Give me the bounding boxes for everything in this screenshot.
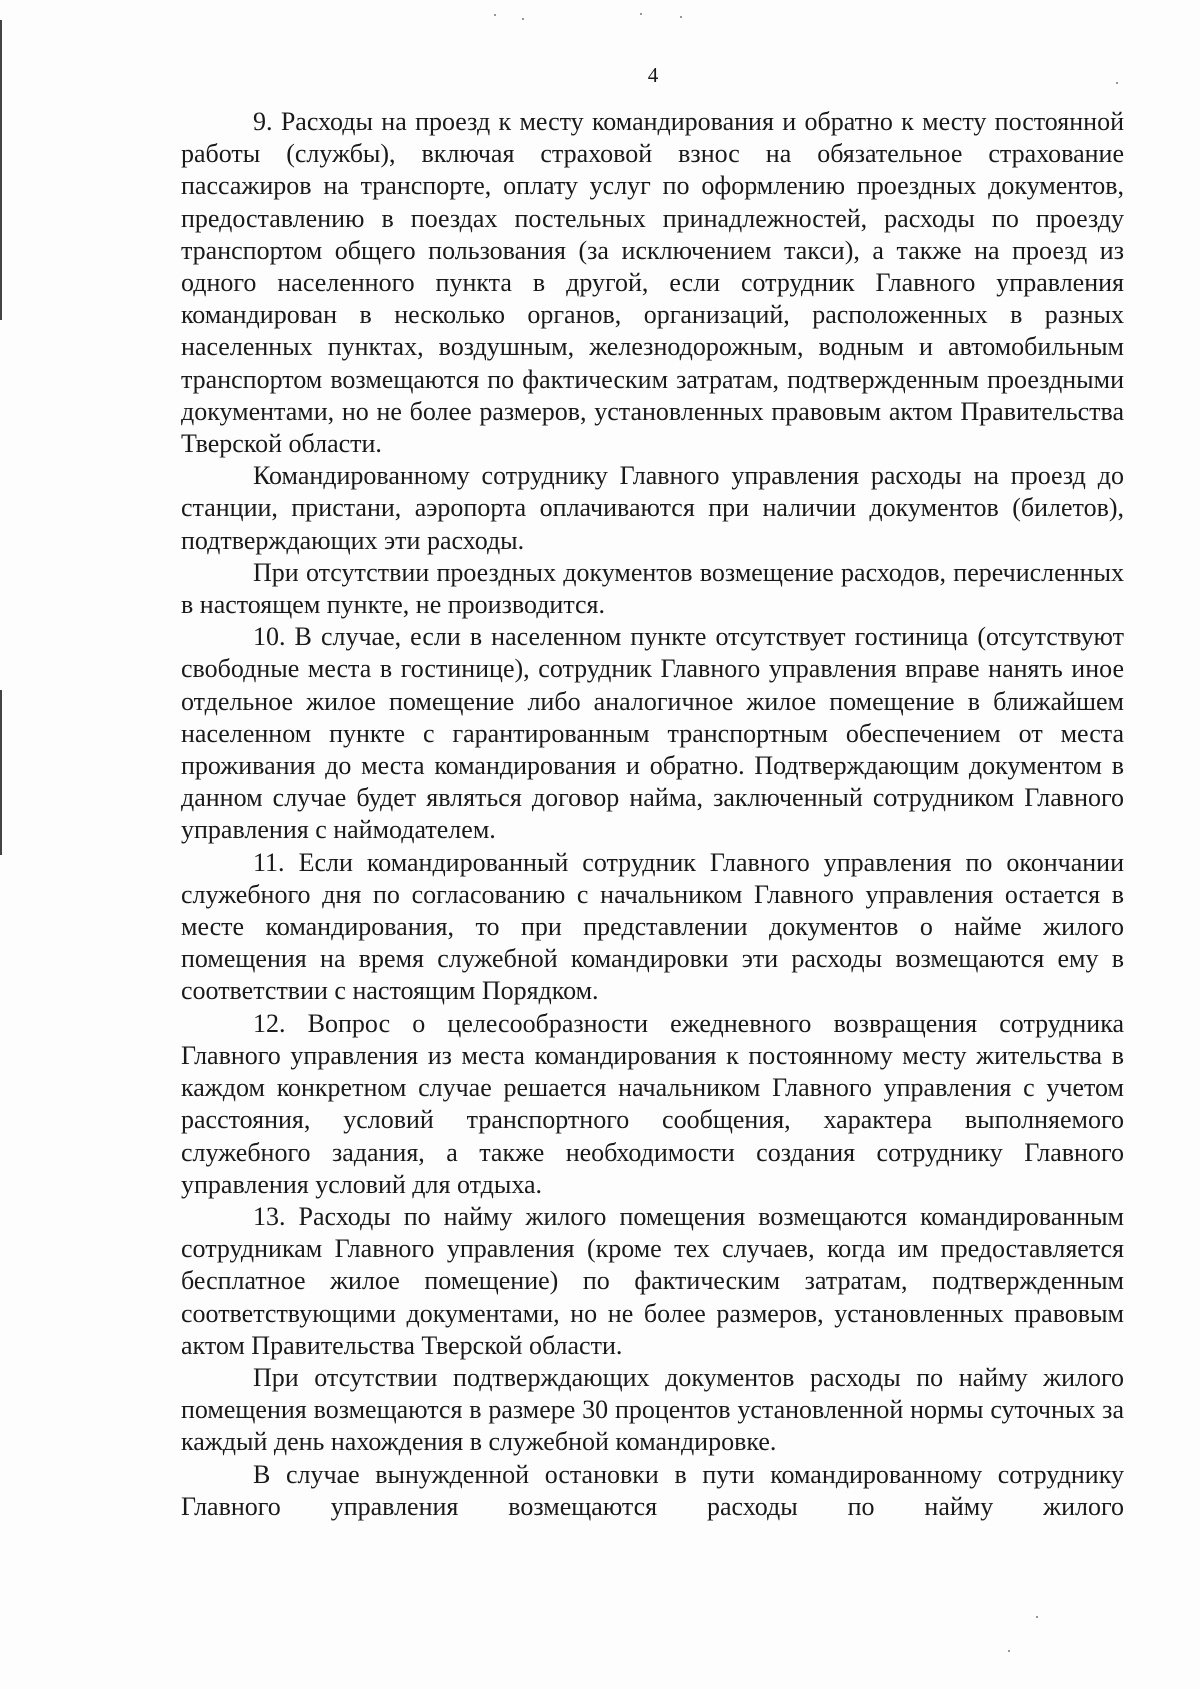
paragraph-13-forced-stop: В случае вынужденной остановки в пути командированному сотруднику Главного управления возмещаются расходы по найму жилого <box>181 1459 1124 1521</box>
paragraph-11: 11. Если командированный сотрудник Главного управления по окончании служебного дня по согласованию с начальником Главного управления остается в месте командирования, то при представлении документов о найме жилого помещения на время служебной командировки эти расходы возмещаются ему в соответствии с настоящим Порядком. <box>181 847 1124 1006</box>
scan-speck <box>1036 1616 1038 1618</box>
page-number: 4 <box>647 63 659 87</box>
paragraph-10: 10. В случае, если в населенном пункте отсутствует гостиница (отсутствуют свободные места в гостинице), сотрудник Главного управления вправе нанять иное отдельное жилое помещение либо аналогичное жилое помещение в ближайшем населенном пункте с гарантированным транспортным обеспечением от места проживания до места командирования и обратно. Подтверждающим документом в данном случае будет являться договор найма, заключенный сотрудником Главного управления с наймодателем. <box>181 622 1124 845</box>
scan-edge-mark <box>0 690 2 855</box>
document-body <box>181 106 1124 1523</box>
paragraph-9-tickets: Командированному сотруднику Главного управления расходы на проезд до станции, пристани, аэропорта оплачиваются при наличии документов (билетов), подтверждающих эти расходы. <box>181 461 1124 555</box>
scan-speck <box>1008 1650 1010 1652</box>
scan-speck <box>522 18 524 20</box>
paragraph-12: 12. Вопрос о целесообразности ежедневного возвращения сотрудника Главного управления из места командирования к постоянному месту жительства в каждом конкретном случае решается начальником Главного управления с учетом расстояния, условий транспортного сообщения, характера выполняемого служебного задания, а также необходимости создания сотруднику Главного управления условий для отдыха. <box>181 1008 1124 1199</box>
paragraph-13: 13. Расходы по найму жилого помещения возмещаются командированным сотрудникам Главного управления (кроме тех случаев, когда им предоставляется бесплатное жилое помещение) по фактическим затратам, подтвержденным соответствующими документами, но не более размеров, установленных правовым актом Правительства Тверской области. <box>181 1201 1124 1360</box>
scan-speck <box>494 14 496 16</box>
paragraph-9-no-documents: При отсутствии проездных документов возмещение расходов, перечисленных в настоящем пункте, не производится. <box>181 557 1124 620</box>
paragraph-9: 9. Расходы на проезд к месту командирования и обратно к месту постоянной работы (службы), включая страховой взнос на обязательное страхование пассажиров на транспорте, оплату услуг по оформлению проездных документов, предоставлению в поездах постельных принадлежностей, расходы по проезду транспортом общего пользования (за исключением такси), а также на проезд из одного населенного пункта в другой, если сотрудник Главного управления командирован в несколько органов, организаций, расположенных в разных населенных пунктах, воздушным, железнодорожным, водным и автомобильным транспортом возмещаются по фактическим затратам, подтвержденным проездными документами, но не более размеров, установленных правовым актом Правительства Тверской области. <box>181 107 1124 459</box>
scan-speck <box>680 16 682 18</box>
paragraph-13-no-documents: При отсутствии подтверждающих документов расходы по найму жилого помещения возмещаются в размере 30 процентов установленной нормы суточных за каждый день нахождения в служебной командировке. <box>181 1362 1124 1457</box>
scan-speck <box>640 13 642 15</box>
